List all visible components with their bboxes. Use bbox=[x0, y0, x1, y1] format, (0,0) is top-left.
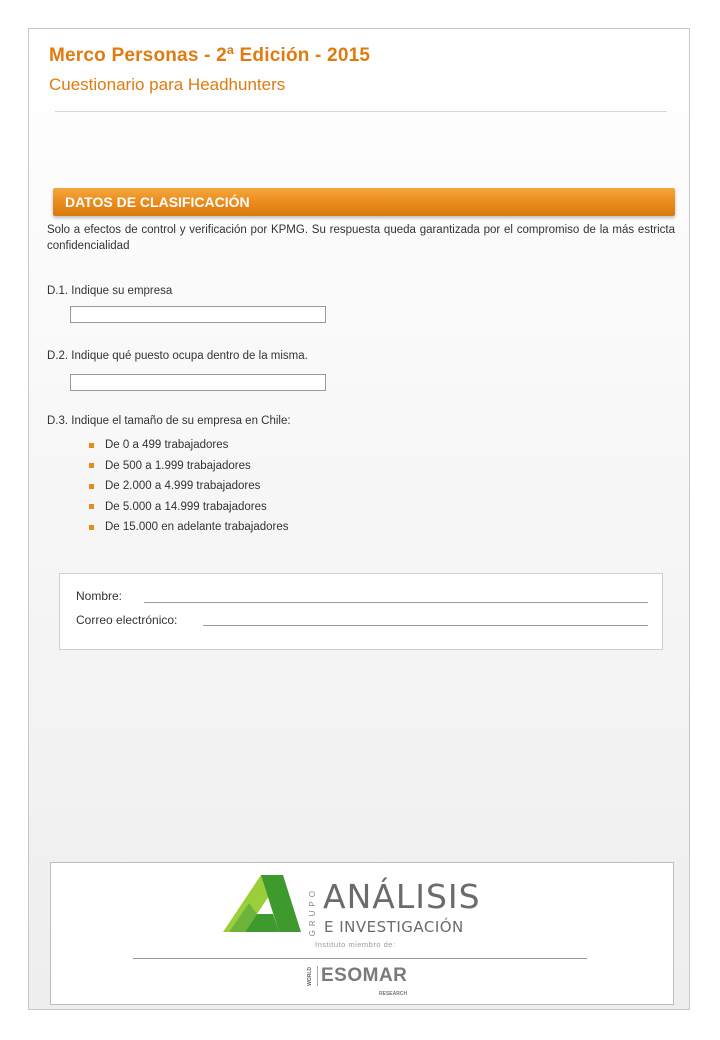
section-header: DATOS DE CLASIFICACIÓN bbox=[53, 188, 675, 216]
email-field[interactable] bbox=[203, 625, 648, 626]
analisis-logo-icon bbox=[223, 875, 301, 933]
bullet-icon bbox=[89, 443, 94, 448]
size-option[interactable] bbox=[89, 456, 289, 477]
questionnaire-page bbox=[28, 28, 690, 1010]
question-d2-label: D.2. Indique qué puesto ocupa dentro de la misma. bbox=[47, 350, 308, 362]
title-divider bbox=[55, 111, 667, 112]
logo-tagline: E INVESTIGACIÓN bbox=[324, 918, 464, 936]
size-option-label: De 2.000 a 4.999 trabajadores bbox=[105, 480, 261, 493]
bullet-icon bbox=[89, 484, 94, 489]
esomar-logo: ESOMAR bbox=[317, 966, 407, 986]
question-d1-label: D.1. Indique su empresa bbox=[47, 285, 173, 297]
company-input[interactable] bbox=[70, 306, 326, 323]
logo-grupo-text: GRUPO bbox=[308, 887, 317, 937]
bullet-icon bbox=[89, 463, 94, 468]
size-option[interactable] bbox=[89, 497, 289, 518]
question-d3-label: D.3. Indique el tamaño de su empresa en Chile: bbox=[47, 415, 291, 427]
email-label: Correo electrónico: bbox=[76, 613, 178, 627]
name-field[interactable] bbox=[144, 602, 648, 603]
page-title: Merco Personas - 2ª Edición - 2015 bbox=[49, 45, 371, 66]
size-option-label: De 5.000 a 14.999 trabajadores bbox=[105, 500, 267, 513]
logo-name: ANÁLISIS bbox=[323, 877, 481, 916]
intro-text: Solo a efectos de control y verificación por KPMG. Su respuesta queda garantizada por el compromiso de la más estricta confidencialidad bbox=[47, 224, 675, 252]
esomar-world-text: WORLD bbox=[307, 967, 313, 986]
logo-divider bbox=[133, 958, 587, 959]
size-option-label: De 15.000 en adelante trabajadores bbox=[105, 521, 289, 534]
bullet-icon bbox=[89, 504, 94, 509]
page-subtitle: Cuestionario para Headhunters bbox=[49, 75, 286, 94]
size-option-label: De 0 a 499 trabajadores bbox=[105, 439, 229, 452]
size-option[interactable] bbox=[89, 435, 289, 456]
company-size-options bbox=[89, 435, 289, 538]
bullet-icon bbox=[89, 525, 94, 530]
member-text: Instituto miembro de: bbox=[315, 940, 396, 949]
esomar-research-text: RESEARCH bbox=[379, 991, 408, 997]
position-input[interactable] bbox=[70, 374, 326, 391]
logo-panel bbox=[50, 862, 674, 1005]
size-option[interactable] bbox=[89, 476, 289, 497]
name-label: Nombre: bbox=[76, 589, 123, 603]
size-option-label: De 500 a 1.999 trabajadores bbox=[105, 459, 251, 472]
size-option[interactable] bbox=[89, 517, 289, 538]
contact-box bbox=[59, 573, 663, 650]
